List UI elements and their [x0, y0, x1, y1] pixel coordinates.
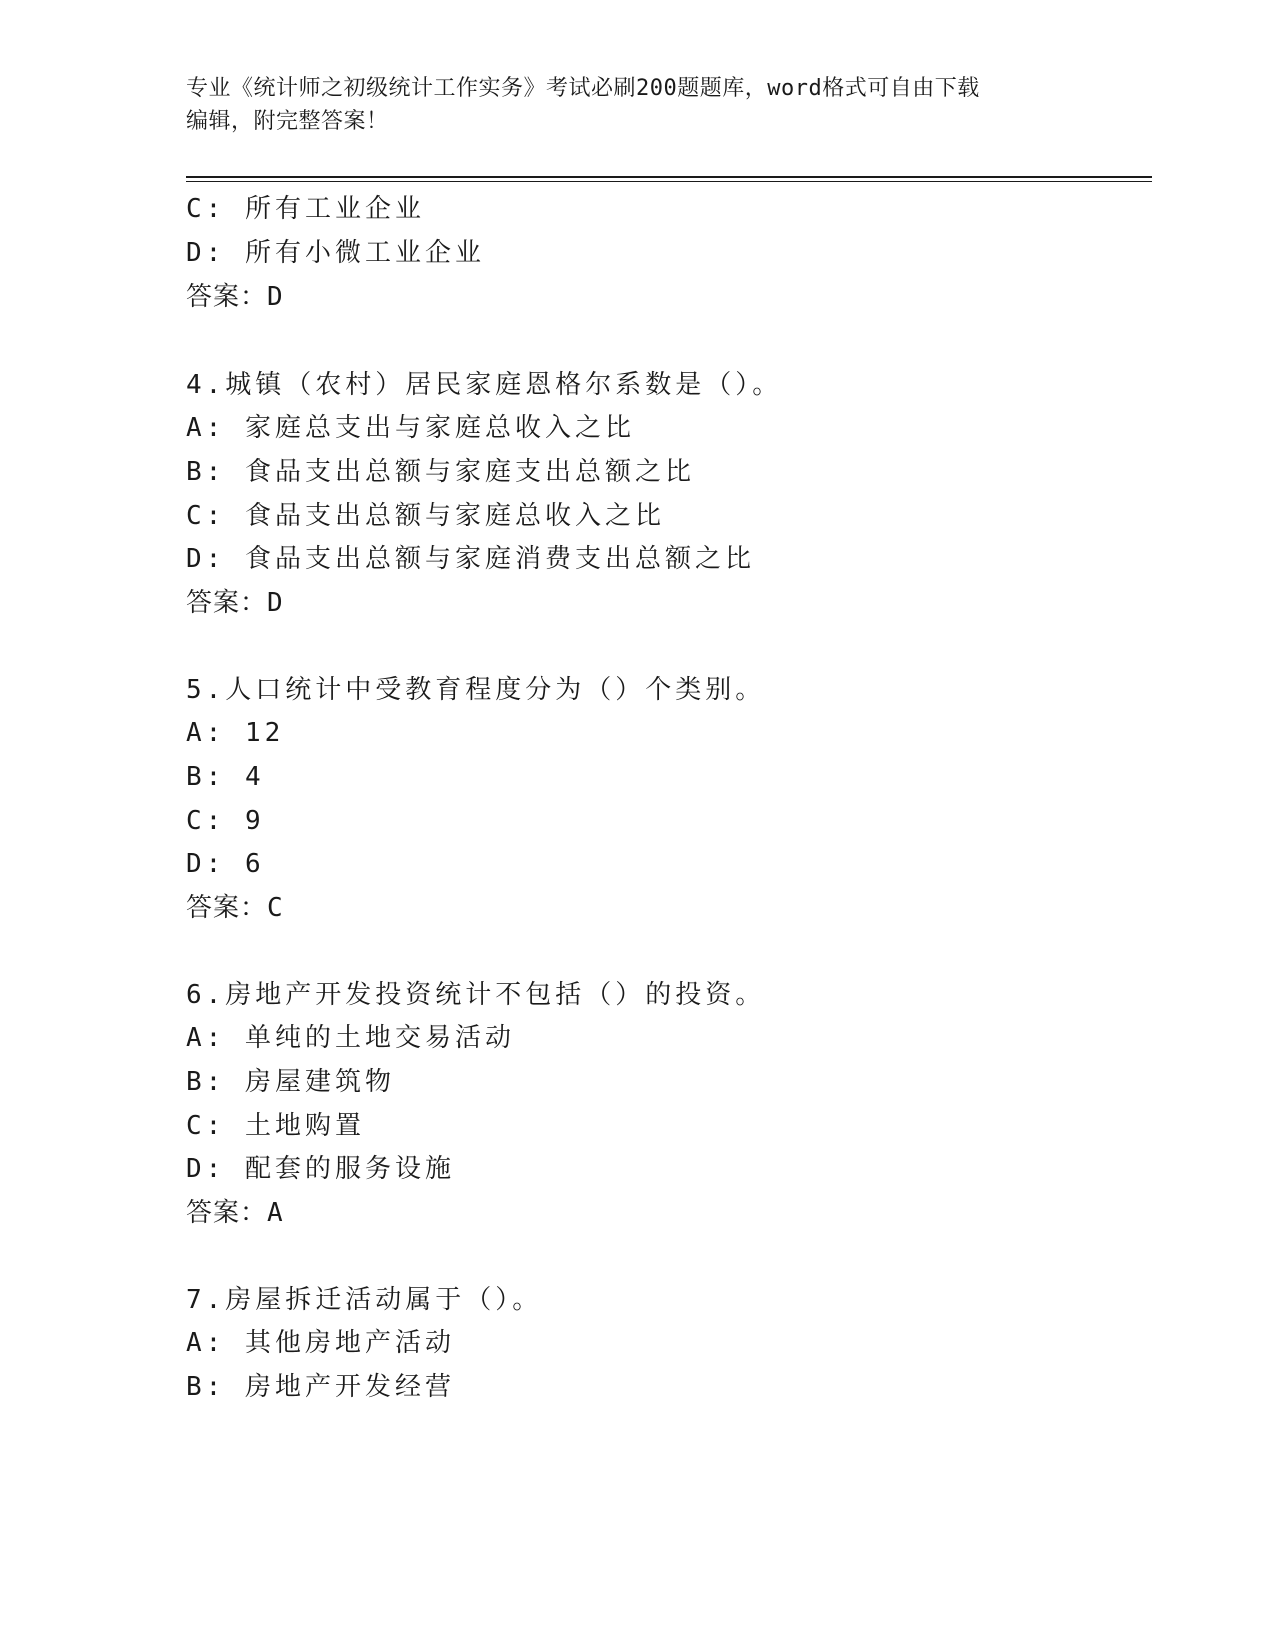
q7-question: 7.房屋拆迁活动属于（）。	[186, 1285, 543, 1315]
q3-option-d: D: 所有小微工业企业	[186, 238, 485, 268]
q5-option-d: D: 6	[186, 849, 265, 879]
q4-question: 4.城镇（农村）居民家庭恩格尔系数是（）。	[186, 370, 783, 400]
q5-answer: 答案：C	[186, 893, 284, 923]
q6-question: 6.房地产开发投资统计不包括（）的投资。	[186, 980, 766, 1010]
q5-option-b: B: 4	[186, 762, 265, 792]
header-line-2: 编辑，附完整答案！	[186, 109, 389, 134]
q5-question: 5.人口统计中受教育程度分为（）个类别。	[186, 675, 766, 705]
header-divider-thick	[186, 176, 1152, 178]
document-header	[186, 72, 1066, 138]
q5-option-a: A: 12	[186, 718, 285, 748]
q7-option-b: B: 房地产开发经营	[186, 1372, 455, 1402]
q6-answer: 答案：A	[186, 1198, 284, 1228]
q6-option-d: D: 配套的服务设施	[186, 1154, 455, 1184]
q6-option-b: B: 房屋建筑物	[186, 1067, 395, 1097]
q6-option-c: C: 土地购置	[186, 1111, 365, 1141]
q4-option-c: C: 食品支出总额与家庭总收入之比	[186, 501, 665, 531]
q5-option-c: C: 9	[186, 806, 265, 836]
q4-option-a: A: 家庭总支出与家庭总收入之比	[186, 413, 635, 443]
q7-option-a: A: 其他房地产活动	[186, 1328, 455, 1358]
header-divider-thin	[186, 181, 1152, 182]
q4-option-d: D: 食品支出总额与家庭消费支出总额之比	[186, 544, 755, 574]
q4-answer: 答案：D	[186, 588, 284, 618]
q3-option-c: C: 所有工业企业	[186, 194, 425, 224]
q6-option-a: A: 单纯的土地交易活动	[186, 1023, 515, 1053]
header-line-1: 专业《统计师之初级统计工作实务》考试必刷200题题库，word格式可自由下载	[186, 76, 980, 101]
q3-answer: 答案：D	[186, 282, 284, 312]
q4-option-b: B: 食品支出总额与家庭支出总额之比	[186, 457, 695, 487]
